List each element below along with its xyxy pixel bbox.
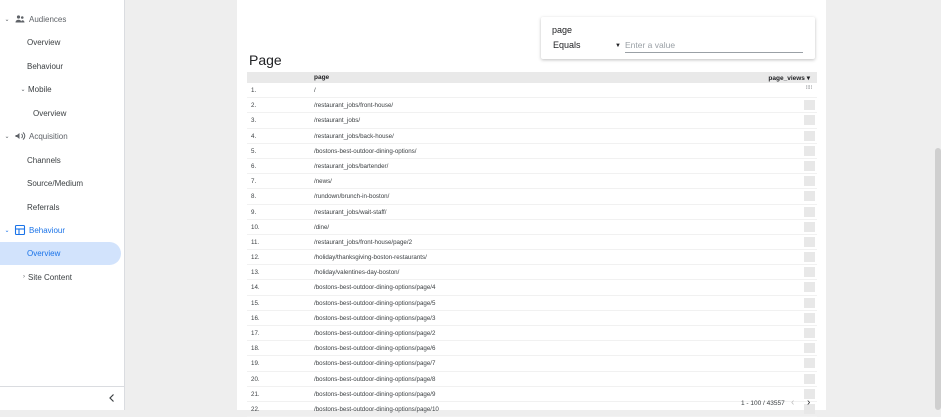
page-path-cell: /bostons-best-outdoor-dining-options/page/3 [314, 314, 436, 322]
page-views-cell [804, 131, 815, 141]
chevron-left-icon[interactable]: ‹ [791, 397, 795, 408]
page-path-cell: /dine/ [314, 223, 330, 231]
table-row[interactable] [247, 98, 817, 113]
data-table [247, 72, 817, 417]
row-index: 18. [251, 345, 260, 353]
page-path-cell: /restaurant_jobs/front-house/ [314, 102, 394, 110]
sidebar-item-channels[interactable] [27, 149, 61, 171]
row-index: 13. [251, 269, 260, 277]
page-path-cell: /bostons-best-outdoor-dining-options/ [314, 147, 417, 155]
sidebar-nav [0, 0, 125, 410]
page-views-cell [804, 161, 815, 171]
table-row[interactable] [247, 372, 817, 387]
table-row[interactable] [247, 129, 817, 144]
table-row[interactable] [247, 326, 817, 341]
sidebar-item-label: Source/Medium [27, 178, 84, 188]
chevron-right-icon: › [23, 274, 25, 280]
sidebar-item-label: Mobile [28, 84, 52, 94]
row-index: 8. [251, 193, 257, 201]
page-path-cell: /restaurant_jobs/front-house/page/2 [314, 238, 413, 246]
row-index: 11. [251, 238, 260, 246]
row-index: 10. [251, 223, 260, 231]
row-index: 5. [251, 147, 257, 155]
chevron-down-icon: ⌄ [4, 16, 10, 23]
page-path-cell: /holiday/thanksgiving-boston-restaurants/ [314, 254, 427, 262]
page-path-cell: /bostons-best-outdoor-dining-options/page/4 [314, 284, 436, 292]
table-row[interactable] [247, 296, 817, 311]
page-views-cell [804, 85, 815, 95]
collapse-sidebar-icon[interactable] [106, 392, 118, 404]
page-path-cell: /rundown/brunch-in-boston/ [314, 193, 390, 201]
sort-desc-icon: ▾ [806, 75, 810, 82]
sidebar-item-label: Behaviour [29, 225, 66, 235]
table-row[interactable] [247, 83, 817, 98]
page-path-cell: /bostons-best-outdoor-dining-options/page/10 [314, 405, 439, 413]
chevron-down-icon: ⌄ [4, 227, 10, 234]
page-views-cell [804, 328, 815, 338]
table-row[interactable] [247, 189, 817, 204]
table-body [247, 83, 817, 417]
row-index: 7. [251, 178, 257, 186]
table-row[interactable] [247, 205, 817, 220]
sidebar-item-label: Audiences [29, 14, 67, 24]
row-index: 19. [251, 360, 260, 368]
chevron-down-icon: ⌄ [4, 133, 10, 140]
page-views-cell [804, 115, 815, 125]
page-path-cell: /restaurant_jobs/back-house/ [314, 132, 394, 140]
sidebar-item-label: Channels [27, 155, 61, 165]
sidebar-item-audiences[interactable] [4, 8, 66, 30]
row-index: 1. [251, 87, 257, 94]
chevron-down-icon: ⌄ [20, 86, 26, 93]
filter-control [541, 17, 815, 59]
table-row[interactable] [247, 220, 817, 235]
sidebar-item-audiences-overview[interactable] [27, 31, 60, 53]
sidebar-selected-highlight [0, 242, 121, 265]
page-views-cell [804, 298, 815, 308]
page-views-cell [804, 358, 815, 368]
page-views-value: ⁞⁞⁞⁞ [805, 85, 812, 91]
scrollbar-thumb[interactable] [935, 148, 941, 410]
row-index: 2. [251, 102, 257, 110]
filter-operator-select[interactable] [553, 40, 621, 52]
page-path-cell: /news/ [314, 178, 332, 186]
row-index: 15. [251, 299, 260, 307]
table-row[interactable] [247, 356, 817, 371]
sidebar-item-label: Behaviour [27, 61, 64, 71]
page-views-cell [804, 176, 815, 186]
table-row[interactable] [247, 311, 817, 326]
table-row[interactable] [247, 144, 817, 159]
chevron-right-icon[interactable]: › [807, 397, 811, 408]
row-index: 21. [251, 390, 260, 398]
sidebar-item-label: Acquisition [29, 131, 68, 141]
table-row[interactable] [247, 402, 817, 417]
row-index: 16. [251, 314, 260, 322]
page-views-cell [804, 313, 815, 323]
page-path-cell: /restaurant_jobs/ [314, 117, 361, 125]
sidebar-item-behaviour[interactable] [4, 219, 65, 241]
megaphone-icon [14, 130, 26, 142]
row-index: 3. [251, 117, 257, 125]
row-index: 14. [251, 284, 260, 292]
pagination-range: 1 - 100 / 43557 [741, 400, 785, 407]
table-row[interactable] [247, 387, 817, 402]
page-path-cell: /bostons-best-outdoor-dining-options/page/9 [314, 390, 436, 398]
filter-value-input[interactable] [625, 38, 803, 53]
row-index: 22. [251, 405, 260, 413]
page-views-cell [804, 191, 815, 201]
page-views-cell [804, 374, 815, 384]
sidebar-item-label: Overview [27, 248, 61, 258]
row-index: 20. [251, 375, 260, 383]
table-row[interactable] [247, 280, 817, 295]
table-row[interactable] [247, 174, 817, 189]
sidebar-item-label: Overview [33, 108, 67, 118]
sidebar-item-behaviour-overview[interactable] [27, 242, 60, 264]
page-path-cell: /restaurant_jobs/wait-staff/ [314, 208, 387, 216]
table-row[interactable] [247, 265, 817, 280]
dashboard-icon [14, 224, 26, 236]
sidebar-item-mobile[interactable] [20, 78, 52, 100]
page-path-cell: / [314, 87, 316, 94]
sidebar-item-mobile-overview[interactable] [33, 102, 66, 124]
page-views-cell [804, 282, 815, 292]
table-row[interactable] [247, 113, 817, 128]
table-row[interactable] [247, 250, 817, 265]
sidebar-item-label: Site Content [28, 272, 73, 282]
page-path-cell: /bostons-best-outdoor-dining-options/page/6 [314, 345, 436, 353]
page-views-cell [804, 222, 815, 232]
sidebar-item-audiences-behaviour[interactable] [27, 55, 63, 77]
sidebar-item-site-content[interactable] [21, 266, 72, 288]
page-views-cell [804, 343, 815, 353]
table-row[interactable] [247, 159, 817, 174]
sidebar-item-referrals[interactable] [27, 196, 59, 218]
sidebar-item-label: Overview [27, 37, 61, 47]
row-index: 6. [251, 162, 257, 170]
sidebar-item-label: Referrals [27, 202, 60, 212]
page-path-cell: /holiday/valentines-day-boston/ [314, 269, 400, 277]
divider [0, 386, 124, 387]
people-icon [14, 13, 26, 25]
page-path-cell: /restaurant_jobs/bartender/ [314, 162, 389, 170]
page-views-cell [804, 207, 815, 217]
row-index: 17. [251, 330, 260, 337]
filter-operator-label: Equals [553, 40, 581, 50]
table-row[interactable] [247, 341, 817, 356]
page-title: Page [249, 52, 282, 68]
page-views-cell [804, 267, 815, 277]
sidebar-item-source-medium[interactable] [27, 172, 83, 194]
page-path-cell: /bostons-best-outdoor-dining-options/page/8 [314, 375, 436, 383]
row-index: 4. [251, 132, 257, 140]
column-header-page-views[interactable] [768, 74, 810, 82]
column-header-page[interactable]: page [314, 74, 330, 81]
page-views-cell [804, 146, 815, 156]
report-canvas [237, 0, 826, 413]
row-index: 12. [251, 254, 260, 262]
sidebar-item-acquisition[interactable] [4, 125, 68, 147]
table-row[interactable] [247, 235, 817, 250]
page-path-cell: /bostons-best-outdoor-dining-options/page/5 [314, 299, 436, 307]
page-path-cell: /bostons-best-outdoor-dining-options/page/2 [314, 330, 436, 337]
table-header [247, 72, 817, 83]
column-header-label: page_views [768, 75, 805, 82]
row-index: 9. [251, 208, 257, 216]
filter-title: page [552, 25, 573, 35]
page-path-cell: /bostons-best-outdoor-dining-options/page/7 [314, 360, 436, 368]
page-views-cell [804, 237, 815, 247]
dropdown-triangle-icon: ▼ [615, 43, 621, 49]
page-views-cell [804, 252, 815, 262]
page-views-cell [804, 100, 815, 110]
